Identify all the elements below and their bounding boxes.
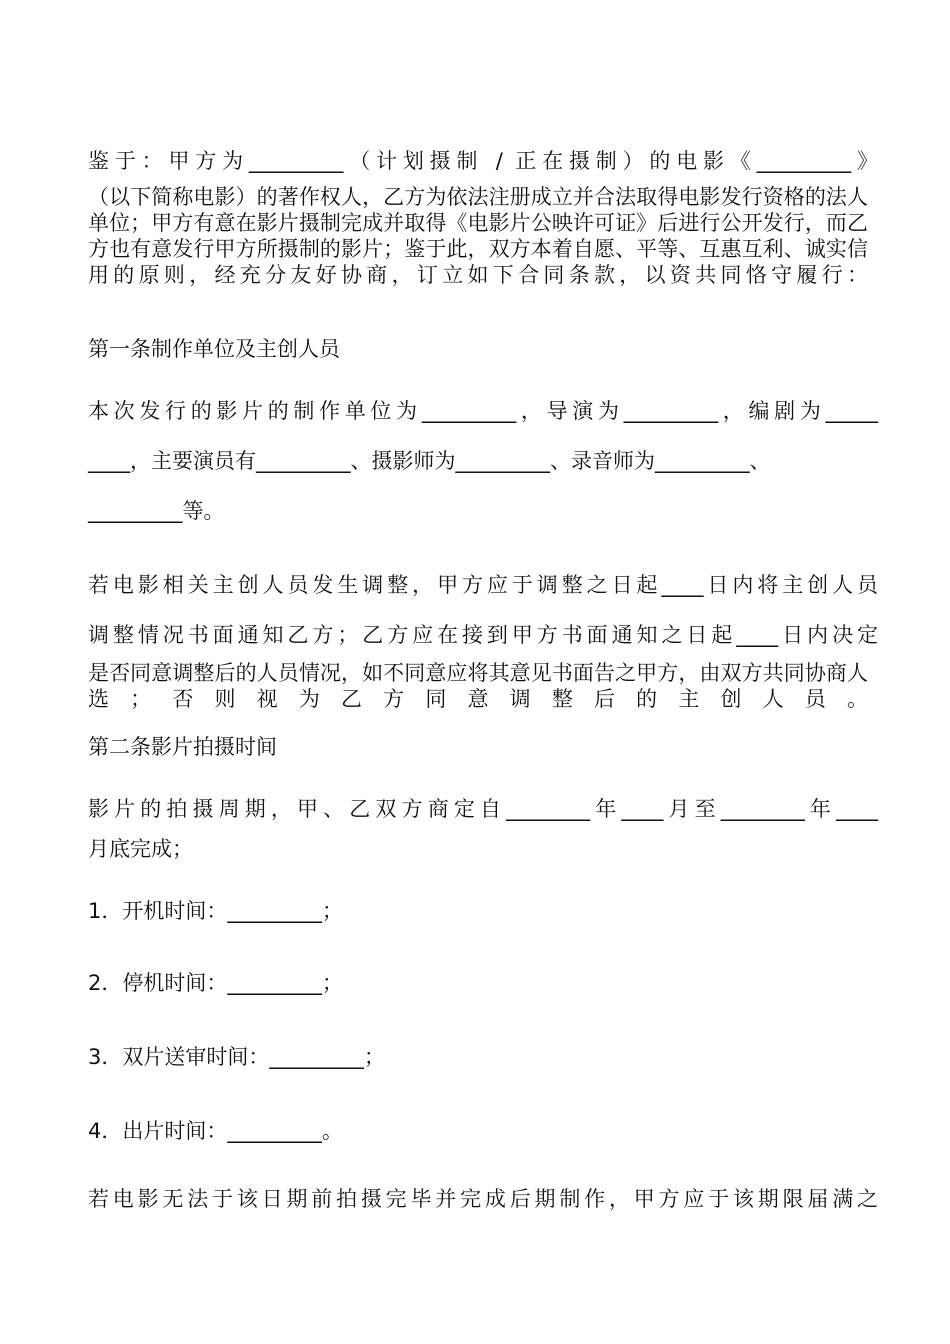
- list-item-release: 4．出片时间：_________。: [88, 1119, 343, 1143]
- article2-heading: 第二条影片拍摄时间: [88, 735, 277, 759]
- list-item-stop: 2．停机时间：_________；: [88, 971, 343, 995]
- preamble-body: （以下简称电影）的著作权人，乙方为依法注册成立并合法取得电影发行资格的法人单位；甲方有意在影片摄制完成并取得《电影片公映许可证》后进行公开发行，而乙方也有意发行甲方所摄制的影片；鉴于此，双方本着自愿、平等、互惠互利、诚实信用的原则，经充分友好协商，订立如下合同条款，以资共同恪守履行：: [88, 185, 868, 287]
- adjust-body: 是否同意调整后的人员情况，如不同意应将其意见书面告之甲方，由双方共同协商人选；否则视为乙方同意调整后的主创人员。: [88, 661, 868, 711]
- list-item-review: 3．双片送审时间：_________；: [88, 1045, 385, 1069]
- adjust-line1: 若电影相关主创人员发生调整，甲方应于调整之日起____日内将主创人员: [88, 573, 878, 597]
- article1-line1: 本次发行的影片的制作单位为_________，导演为_________，编剧为_____: [88, 399, 878, 423]
- article1-line2: ____，主要演员有_________、摄影师为_________、录音师为_________、: [88, 449, 771, 473]
- period-line1: 影片的拍摄周期，甲、乙双方商定自________年____月至________年____: [88, 797, 878, 821]
- period-line2: 月底完成；: [88, 837, 193, 861]
- adjust-line2: 调整情况书面通知乙方；乙方应在接到甲方书面通知之日起____日内决定: [88, 623, 878, 647]
- article1-heading: 第一条制作单位及主创人员: [88, 337, 340, 361]
- preamble-line1: 鉴于：甲方为_________（计划摄制 / 正在摄制）的电影《_________》: [88, 149, 878, 173]
- final-line: 若电影无法于该日期前拍摄完毕并完成后期制作，甲方应于该期限届满之: [88, 1187, 878, 1211]
- list-item-start: 1．开机时间：_________；: [88, 899, 343, 923]
- article1-line3: _________等。: [88, 499, 225, 523]
